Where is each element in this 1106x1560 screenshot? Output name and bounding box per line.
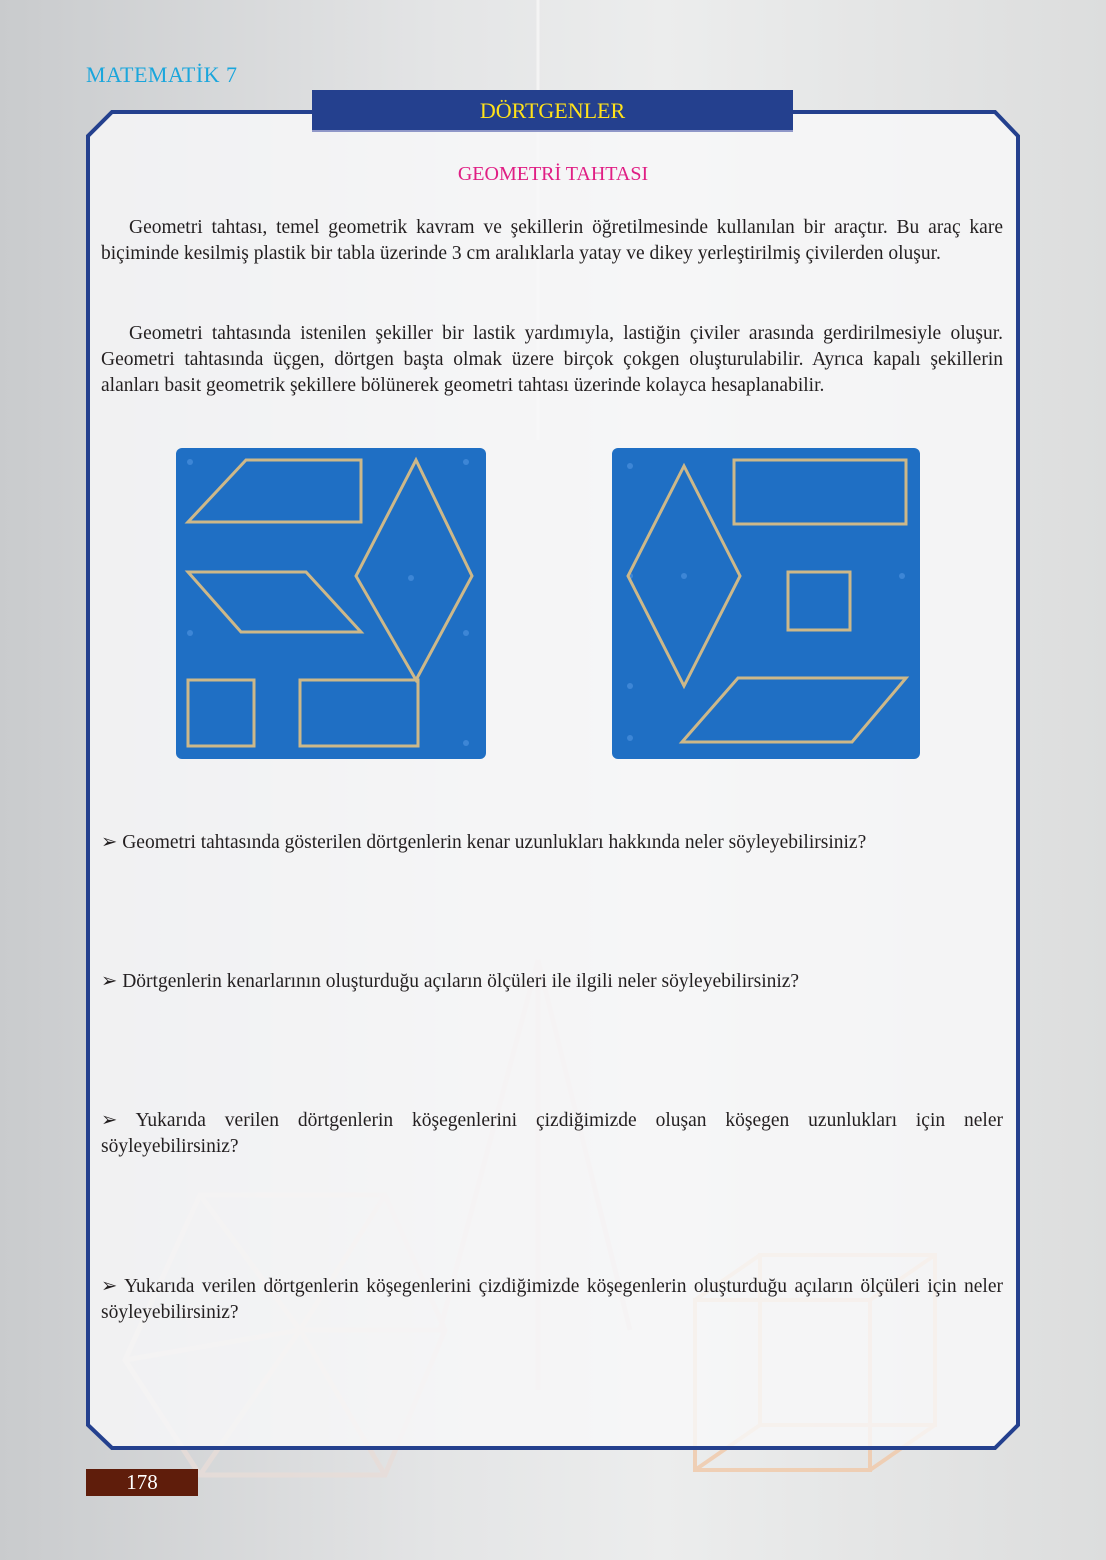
question-2 xyxy=(101,969,1003,995)
geoboard-photo-right xyxy=(612,448,920,759)
arrow-bullet-icon: ➢ xyxy=(101,971,118,992)
question-text: Geometri tahtasında gösterilen dörtgenlerin kenar uzunlukları hakkında neler söyleyebilirsiniz? xyxy=(122,832,867,853)
paragraph-text: Geometri tahtası, temel geometrik kavram ve şekillerin öğretilmesinde kullanılan bir araçtır. Bu araç kare biçiminde kesilmiş plastik bir tabla üzerinde 3 cm aralıklarla yatay ve dikey yerleştirilmiş çivilerden oluşur. xyxy=(101,217,1003,264)
intro-paragraph-2 xyxy=(101,321,1003,399)
subject-label: MATEMATİK 7 xyxy=(86,62,238,87)
question-4 xyxy=(101,1274,1003,1326)
arrow-bullet-icon: ➢ xyxy=(101,1110,118,1131)
question-3 xyxy=(101,1108,1003,1160)
question-text: Yukarıda verilen dörtgenlerin köşegenlerini çizdiğimizde köşegenlerin oluşturduğu açıların ölçüleri için neler söyleyebilirsiniz? xyxy=(101,1276,1004,1323)
arrow-bullet-icon: ➢ xyxy=(101,832,118,853)
intro-paragraph-1 xyxy=(101,215,1003,267)
question-text: Dörtgenlerin kenarlarının oluşturduğu açıların ölçüleri ile ilgili neler söyleyebilirsiniz? xyxy=(122,971,800,992)
question-text: Yukarıda verilen dörtgenlerin köşegenlerini çizdiğimizde oluşan köşegen uzunlukları için neler söyleyebilirsiniz? xyxy=(101,1110,1003,1157)
question-1 xyxy=(101,830,1003,856)
arrow-bullet-icon: ➢ xyxy=(101,1276,118,1297)
geoboard-photo-left xyxy=(176,448,486,759)
paragraph-text: Geometri tahtasında istenilen şekiller bir lastik yardımıyla, lastiğin çiviler arasında gerdirilmesiyle oluşur. Geometri tahtasında üçgen, dörtgen başta olmak üzere birçok çokgen oluşturulabilir. Ayrıca kapalı şekillerin alanları basit geometrik şekillere bölünerek geometri tahtası üzerinde kolayca hesaplanabilir. xyxy=(101,323,1003,396)
section-title: GEOMETRİ TAHTASI xyxy=(457,163,649,185)
unit-title-banner: DÖRTGENLER xyxy=(312,90,793,132)
page-number: 178 xyxy=(86,1469,198,1496)
